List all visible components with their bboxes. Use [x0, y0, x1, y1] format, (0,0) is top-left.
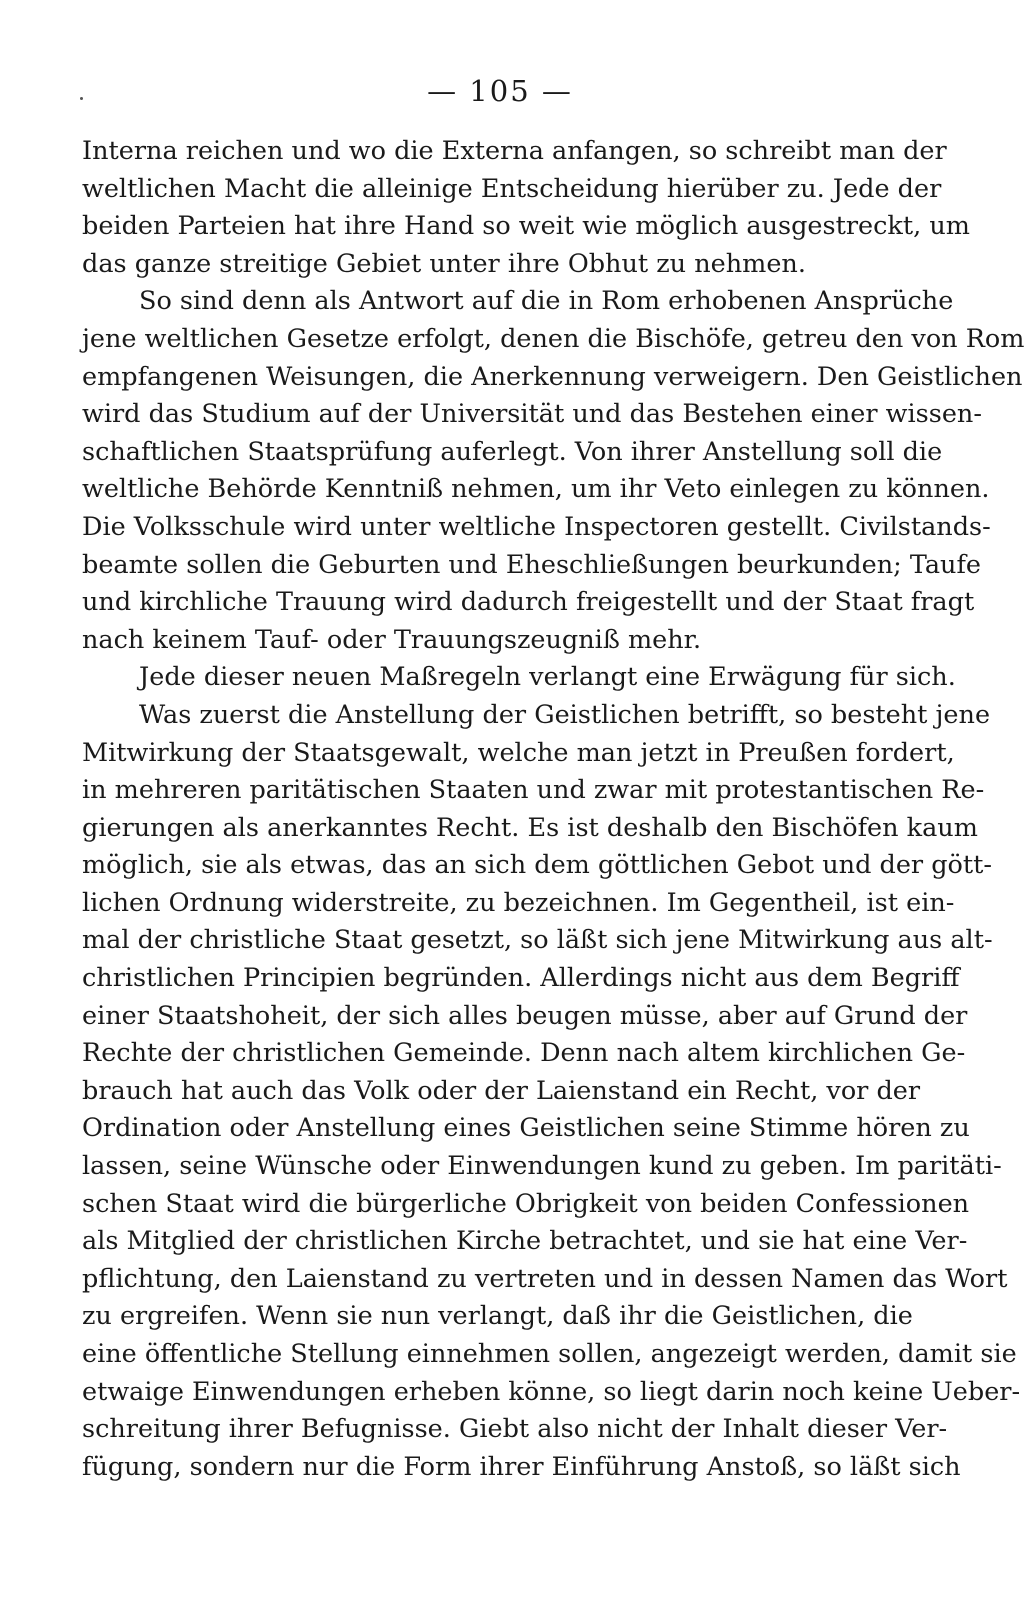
paragraph: [82, 133, 970, 283]
text-line: schen Staat wird die bürgerliche Obrigkeit von beiden Confessionen: [82, 1188, 970, 1219]
text-line: zu ergreifen. Wenn sie nun verlangt, daß ihr die Geistlichen, die: [82, 1301, 913, 1332]
text-line: nach keinem Tauf- oder Trauungszeugniß mehr.: [82, 624, 702, 655]
text-line: etwaige Einwendungen erheben könne, so liegt darin noch keine Ueber-: [82, 1376, 1021, 1407]
text-line: brauch hat auch das Volk oder der Laienstand ein Recht, vor der: [82, 1075, 921, 1106]
text-line: Interna reichen und wo die Externa anfangen, so schreibt man der: [82, 136, 947, 166]
paragraph: [82, 659, 956, 697]
text-line: gierungen als anerkanntes Recht. Es ist deshalb den Bischöfen kaum: [82, 812, 978, 843]
paragraph: [82, 283, 1024, 659]
paragraph: [82, 697, 1021, 1486]
text-line: Ordination oder Anstellung eines Geistlichen seine Stimme hören zu: [82, 1113, 970, 1144]
text-line: in mehreren paritätischen Staaten und zwar mit protestantischen Re-: [82, 775, 985, 806]
text-line: jene weltlichen Gesetze erfolgt, denen die Bischöfe, getreu den von Rom: [82, 323, 1024, 354]
text-line: mal der christliche Staat gesetzt, so läßt sich jene Mitwirkung aus alt-: [82, 925, 993, 956]
text-line: schaftlichen Staatsprüfung auferlegt. Von ihrer Anstellung soll die: [82, 436, 943, 467]
text-line: möglich, sie als etwas, das an sich dem göttlichen Gebot und der gött-: [82, 850, 993, 881]
text-line: Die Volksschule wird unter weltliche Inspectoren gestellt. Civilstands-: [82, 511, 991, 542]
text-line: empfangenen Weisungen, die Anerkennung verweigern. Den Geistlichen: [82, 361, 1023, 392]
text-line: beiden Parteien hat ihre Hand so weit wie möglich ausgestreckt, um: [82, 211, 970, 242]
text-line: und kirchliche Trauung wird dadurch freigestellt und der Staat fragt: [82, 587, 975, 618]
body-text: [82, 133, 1024, 1486]
text-line: Mitwirkung der Staatsgewalt, welche man jetzt in Preußen fordert,: [82, 737, 955, 768]
text-line: christlichen Principien begründen. Allerdings nicht aus dem Begriff: [82, 963, 960, 994]
text-line: Was zuerst die Anstellung der Geistlichen betrifft, so besteht jene: [139, 699, 991, 730]
text-line: lichen Ordnung widerstreite, zu bezeichnen. Im Gegentheil, ist ein-: [82, 887, 955, 918]
text-line: beamte sollen die Geburten und Eheschließungen beurkunden; Taufe: [82, 549, 982, 580]
text-line: lassen, seine Wünsche oder Einwendungen kund zu geben. Im paritäti-: [82, 1151, 1002, 1182]
text-line: Rechte der christlichen Gemeinde. Denn nach altem kirchlichen Ge-: [82, 1038, 966, 1069]
text-line: als Mitglied der christlichen Kirche betrachtet, und sie hat eine Ver-: [82, 1226, 968, 1257]
text-line: eine öffentliche Stellung einnehmen sollen, angezeigt werden, damit sie: [82, 1339, 1017, 1369]
text-line: das ganze streitige Gebiet unter ihre Obhut zu nehmen.: [82, 248, 806, 279]
text-line: So sind denn als Antwort auf die in Rom erhobenen Ansprüche: [139, 286, 954, 317]
text-line: weltliche Behörde Kenntniß nehmen, um ihr Veto einlegen zu können.: [82, 474, 990, 505]
text-line: Jede dieser neuen Maßregeln verlangt eine Erwägung für sich.: [139, 662, 956, 693]
text-line: pflichtung, den Laienstand zu vertreten und in dessen Namen das Wort: [82, 1263, 1008, 1294]
text-line: schreitung ihrer Befugnisse. Giebt also nicht der Inhalt dieser Ver-: [82, 1414, 948, 1445]
page-number-header: — 105 —: [427, 74, 573, 108]
text-line: weltlichen Macht die alleinige Entscheidung hierüber zu. Jede der: [82, 173, 942, 204]
text-line: wird das Studium auf der Universität und das Bestehen einer wissen-: [82, 399, 982, 430]
text-line: einer Staatshoheit, der sich alles beugen müsse, aber auf Grund der: [82, 1000, 968, 1031]
text-line: fügung, sondern nur die Form ihrer Einführung Anstoß, so läßt sich: [82, 1451, 961, 1482]
